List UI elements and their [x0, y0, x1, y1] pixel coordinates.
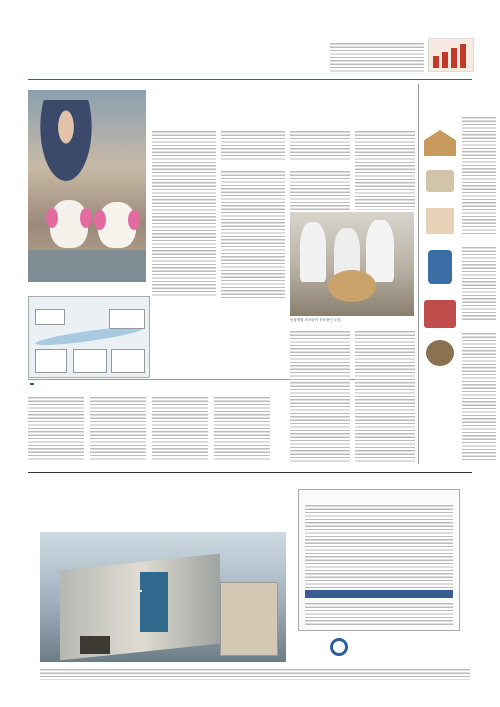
ad-building-image [40, 532, 286, 662]
main-photo [28, 90, 146, 282]
dog-right [98, 202, 136, 248]
product-images [420, 124, 460, 374]
mini-bar-chart [428, 38, 474, 72]
main-body-col1 [152, 130, 216, 298]
dog-left [50, 200, 88, 248]
vets-and-dog-photo [290, 212, 414, 316]
vet-figure [36, 100, 96, 190]
ad-logo [330, 636, 460, 662]
lower-story-label [30, 383, 34, 385]
main-body-col2 [221, 130, 285, 160]
hospital-map [28, 296, 150, 378]
ad-info-box [298, 489, 460, 631]
ad-footer-text [40, 668, 470, 680]
masthead [0, 0, 500, 80]
ad-call-number [140, 590, 142, 592]
land-corp-emblem-icon [330, 638, 348, 656]
dog-house-image [424, 130, 456, 156]
main-body-col3 [290, 130, 350, 162]
